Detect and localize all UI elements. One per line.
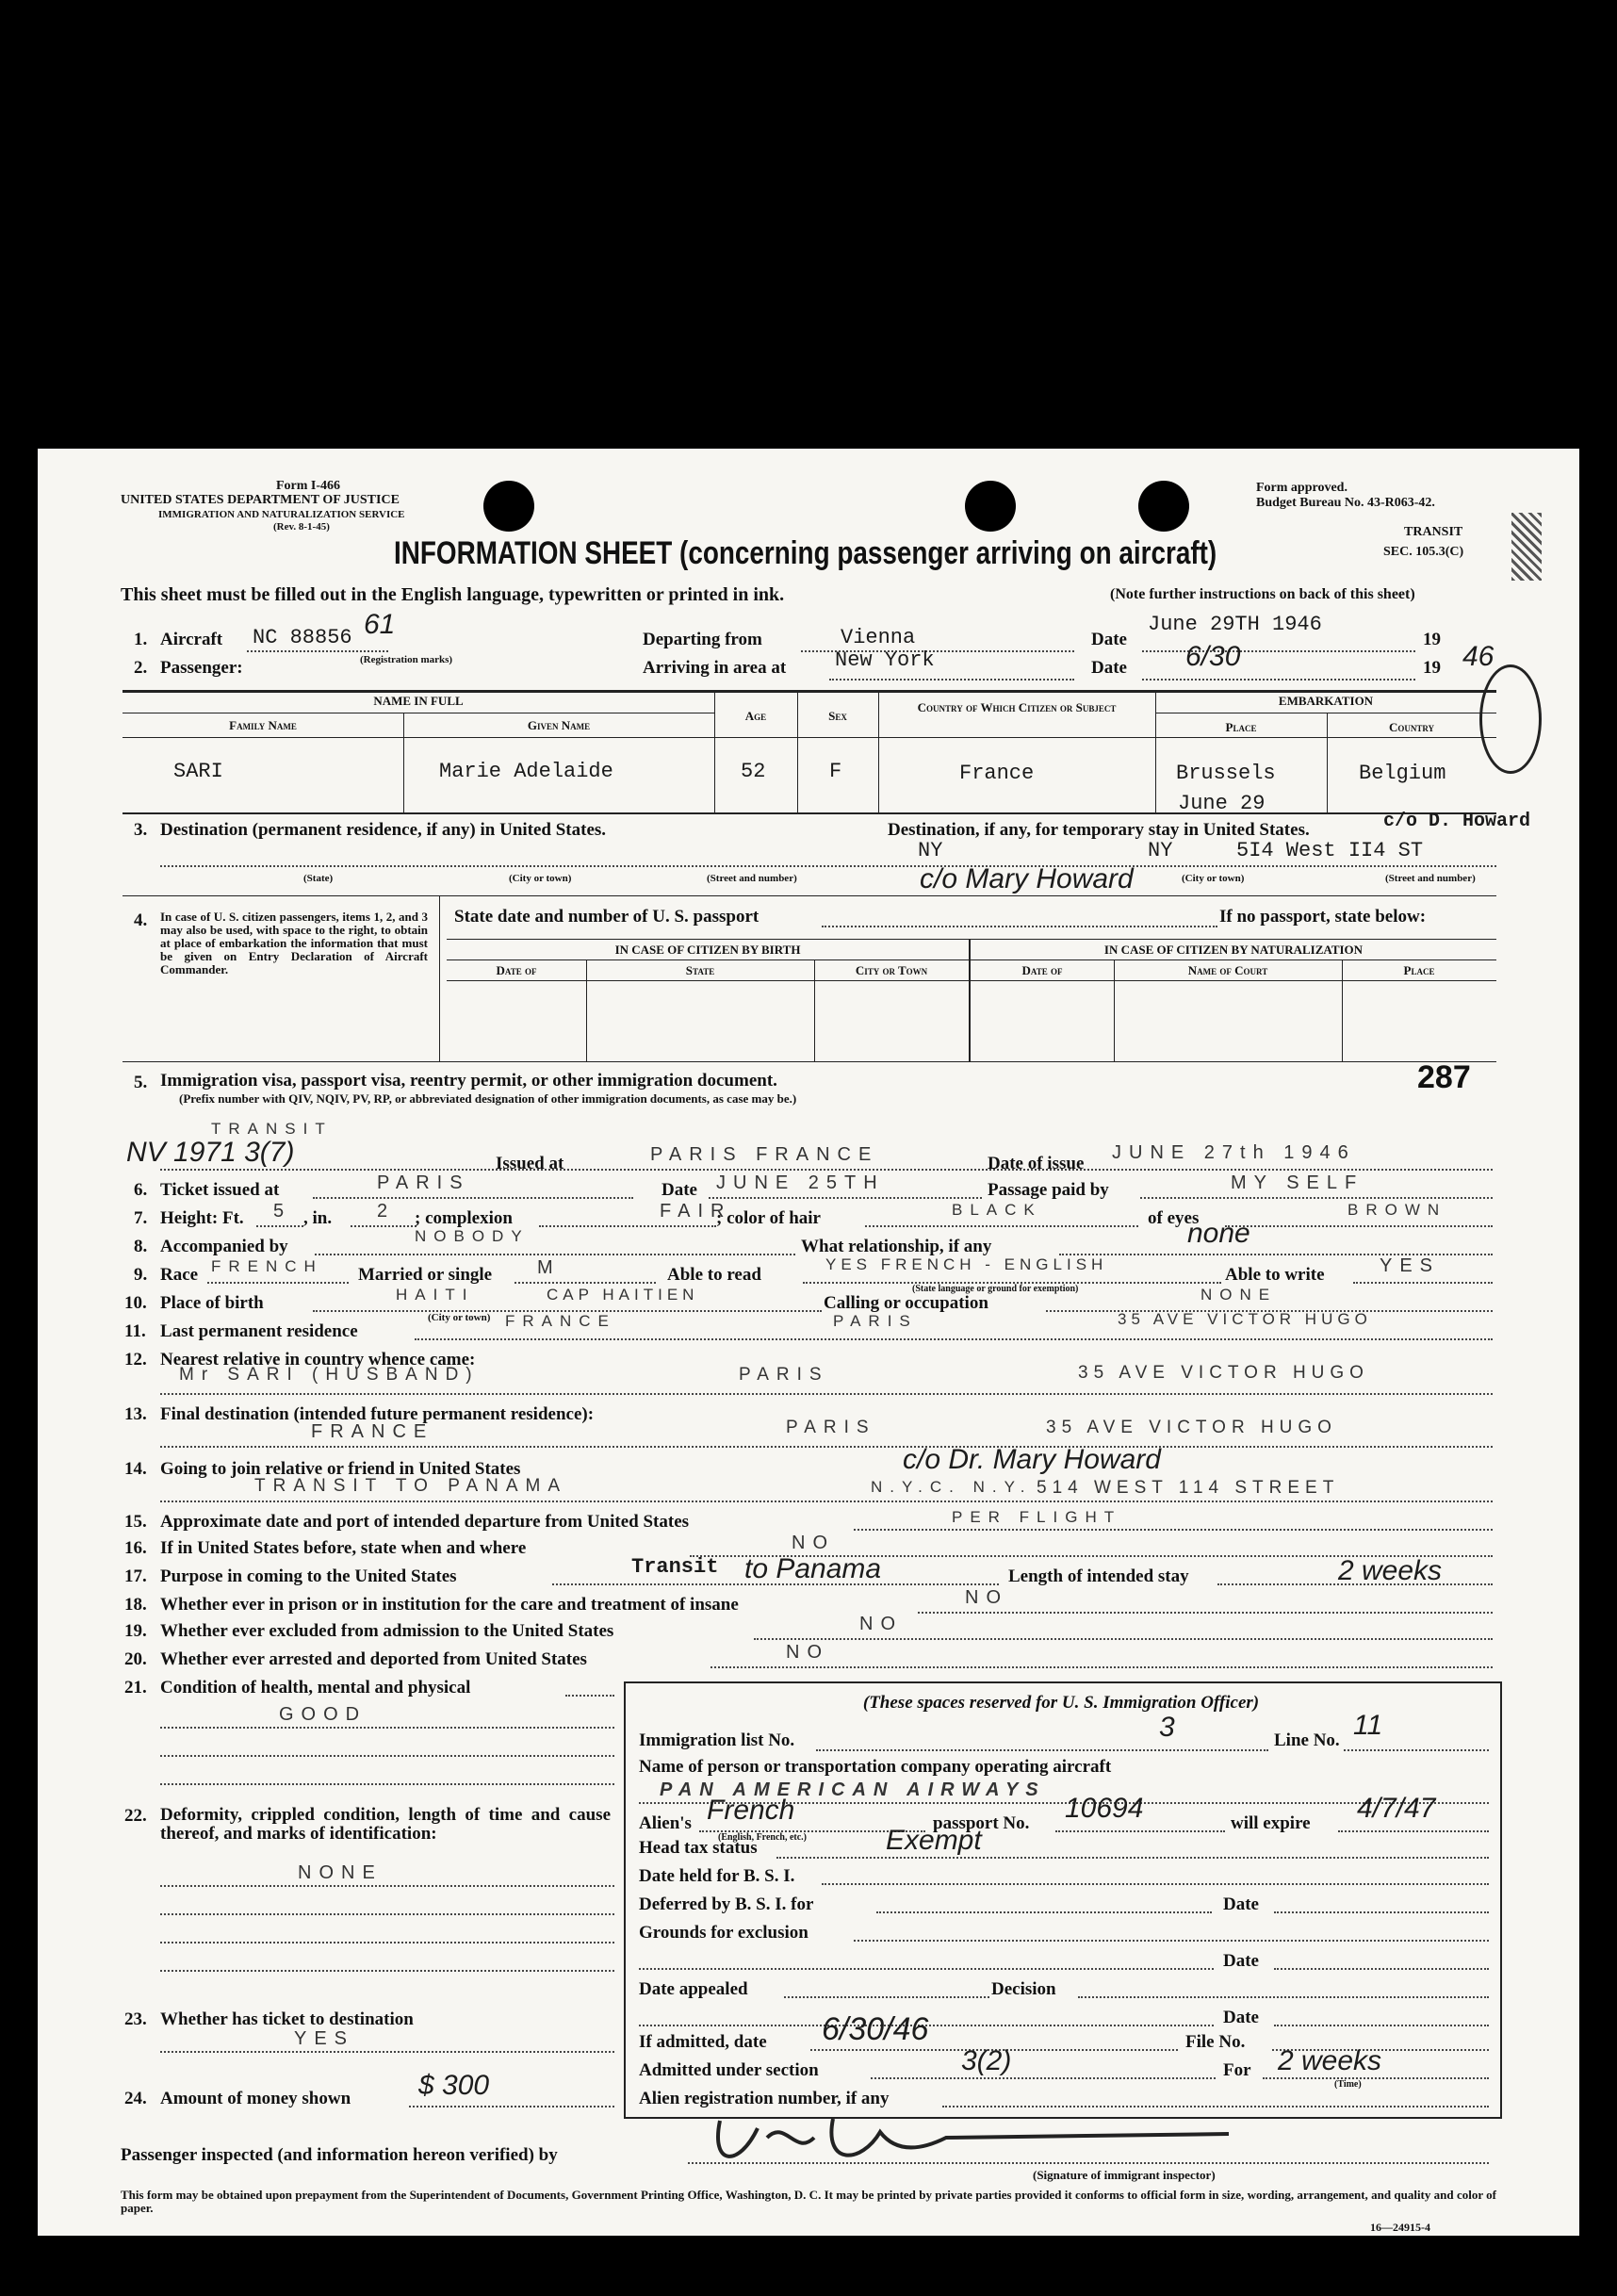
temporary-destination-label: Destination, if any, for temporary stay in United States.: [888, 820, 1310, 840]
departing-value: Vienna: [841, 626, 916, 649]
birth-country: HAITI: [396, 1286, 475, 1304]
given-name: Marie Adelaide: [439, 760, 613, 783]
name-in-full-header: NAME IN FULL: [373, 694, 464, 708]
arrival-year-handwritten: 46: [1462, 641, 1494, 672]
prison-label: Whether ever in prison or in institution for the care and treatment of insane: [160, 1595, 739, 1615]
health-label: Condition of health, mental and physical: [160, 1678, 471, 1697]
inspected-by-label: Passenger inspected (and information hereon verified) by: [121, 2145, 558, 2165]
eye-color-value: BROWN: [1348, 1201, 1447, 1219]
head-tax-status: Exempt: [886, 1825, 982, 1856]
ticket-to-destination-label: Whether has ticket to destination: [160, 2009, 414, 2029]
citizen-by-naturalization-header: IN CASE OF CITIZEN BY NATURALIZATION: [1103, 943, 1364, 957]
nearest-relative-name: Mr SARI (HUSBAND): [179, 1365, 480, 1385]
height-inches-value: 2: [377, 1201, 396, 1222]
deformity-label: Deformity, crippled condition, length of time and cause thereof, and marks of identification:: [160, 1805, 611, 1844]
admitted-for: 2 weeks: [1278, 2045, 1382, 2076]
destination-city: NY: [1148, 839, 1173, 862]
aircraft-label: Aircraft: [160, 630, 223, 649]
accompanied-by-value: NOBODY: [415, 1227, 530, 1245]
family-name-header: Family Name: [229, 718, 297, 732]
hair-color-value: BLACK: [952, 1201, 1042, 1219]
departure-plan-value: PER FLIGHT: [952, 1508, 1122, 1526]
family-name: SARI: [173, 760, 223, 783]
length-of-stay-label: Length of intended stay: [1008, 1566, 1189, 1586]
birth-city: CAP HAITIEN: [547, 1286, 699, 1304]
line-no: 11: [1353, 1710, 1383, 1741]
hand-drawn-loop: [1479, 664, 1542, 774]
able-to-read-value: YES FRENCH - ENGLISH: [825, 1255, 1108, 1273]
occupation-value: NONE: [1200, 1286, 1278, 1304]
immigration-list-no: 3: [1159, 1712, 1175, 1743]
height-feet-label: Height: Ft.: [160, 1208, 244, 1228]
married-value: M: [537, 1257, 561, 1278]
note-text: (Note further instructions on back of this sheet): [1110, 586, 1415, 602]
excluded-label: Whether ever excluded from admission to the United States: [160, 1621, 614, 1641]
registration-marks-caption: (Registration marks): [360, 654, 453, 665]
aircraft-value: NC 88856: [253, 626, 352, 649]
punch-hole-right: [1138, 481, 1189, 532]
destination-label: Destination (permanent residence, if any) in United States.: [160, 820, 607, 840]
nearest-relative-street: 35 AVE VICTOR HUGO: [1078, 1363, 1369, 1383]
citizen-by-birth-header: IN CASE OF CITIZEN BY BIRTH: [614, 943, 801, 957]
nearest-relative-label: Nearest relative in country whence came:: [160, 1350, 476, 1369]
section-stamp: SEC. 105.3(C): [1383, 545, 1464, 559]
last-residence-label: Last permanent residence: [160, 1321, 358, 1341]
place-header: Place: [1225, 720, 1257, 734]
punch-hole-center: [965, 481, 1016, 532]
deported-label: Whether ever arrested and deported from United States: [160, 1649, 587, 1669]
document-prefix-note: (Prefix number with QIV, NQIV, PV, RP, or abbreviated designation of other immigration documents, as case may be.): [179, 1091, 797, 1106]
last-residence-street: 35 AVE VICTOR HUGO: [1118, 1310, 1372, 1328]
money-label: Amount of money shown: [160, 2089, 351, 2108]
department-name: UNITED STATES DEPARTMENT OF JUSTICE: [121, 493, 400, 507]
deported-value: NO: [786, 1642, 829, 1663]
alien-nationality: French: [707, 1795, 795, 1826]
date-label-1: Date: [1091, 630, 1127, 649]
given-name-header: Given Name: [527, 718, 591, 732]
accompanied-by-label: Accompanied by: [160, 1237, 288, 1256]
birthplace-label: Place of birth: [160, 1293, 264, 1313]
document-number: NV 1971 3(7): [126, 1137, 295, 1168]
destination-street: 5I4 West II4 ST: [1236, 839, 1424, 862]
stamped-number: 287: [1417, 1059, 1471, 1095]
embarkation-country: Belgium: [1359, 762, 1446, 785]
ticket-to-destination-value: YES: [294, 2028, 355, 2049]
alien-passport-no: 10694: [1065, 1793, 1144, 1824]
citizenship-header: Country of Which Citizen or Subject: [917, 700, 1117, 714]
passport-expiry: 4/7/47: [1357, 1793, 1436, 1824]
excluded-value: NO: [859, 1614, 903, 1634]
departure-date: June 29TH 1946: [1148, 613, 1322, 636]
departing-label: Departing from: [643, 630, 762, 649]
previous-visit-label: If in United States before, state when and where: [160, 1538, 527, 1558]
ticket-date-label: Date: [662, 1180, 697, 1200]
officer-section-heading: (These spaces reserved for U. S. Immigration Officer): [862, 1693, 1260, 1713]
departure-plan-label: Approximate date and port of intended departure from United States: [160, 1512, 690, 1532]
citizen-passenger-note: In case of U. S. citizen passengers, items 1, 2, and 3 may also be used, with space to the right, to obtain at place of embarkation the information that must be given on Entry Declaration of Aircraft Commander.: [160, 910, 428, 976]
issued-at-value: PARIS FRANCE: [650, 1144, 879, 1165]
race-label: Race: [160, 1265, 199, 1285]
country-header: Country: [1388, 720, 1435, 734]
no-passport-label: If no passport, state below:: [1219, 907, 1427, 927]
form-title: INFORMATION SHEET (concerning passenger arriving on aircraft): [394, 535, 1217, 571]
punch-hole-left: [483, 481, 534, 532]
service-name: IMMIGRATION AND NATURALIZATION SERVICE: [158, 509, 405, 520]
join-relative-city: N.Y.C. N.Y.: [871, 1478, 1033, 1496]
form-number: Form I-466: [276, 479, 341, 493]
transit-handwritten: TRANSIT: [211, 1120, 333, 1138]
final-destination-country: FRANCE: [311, 1421, 434, 1442]
embarkation-place: Brussels: [1176, 762, 1276, 785]
print-code: 16—24915-4: [1370, 2221, 1430, 2234]
arrival-date-handwritten: 6/30: [1185, 641, 1241, 672]
embarkation-date: June 29: [1178, 792, 1266, 815]
stamp-mark: [1511, 513, 1542, 581]
relationship-value: none: [1187, 1218, 1250, 1249]
age-value: 52: [741, 760, 766, 783]
admitted-section: 3(2): [961, 2045, 1012, 2076]
passage-paid-label: Passage paid by: [988, 1180, 1109, 1200]
us-passport-label: State date and number of U. S. passport: [454, 907, 760, 927]
citizenship-value: France: [959, 762, 1035, 785]
purpose-label: Purpose in coming to the United States: [160, 1566, 457, 1586]
ticket-issued-value: PARIS: [377, 1173, 470, 1193]
passage-paid-value: MY SELF: [1231, 1173, 1364, 1193]
last-residence-city: PARIS: [833, 1312, 918, 1330]
height-feet-value: 5: [273, 1201, 292, 1222]
last-residence-country: FRANCE: [505, 1312, 616, 1330]
final-destination-street: 35 AVE VICTOR HUGO: [1046, 1418, 1337, 1437]
date-of-issue-value: JUNE 27th 1946: [1112, 1142, 1356, 1163]
arriving-label: Arriving in area at: [643, 658, 787, 678]
race-value: FRENCH: [211, 1257, 323, 1275]
able-to-write-label: Able to write: [1225, 1265, 1325, 1285]
immigration-document-label: Immigration visa, passport visa, reentry permit, or other immigration document.: [160, 1071, 777, 1091]
final-destination-city: PARIS: [786, 1418, 876, 1437]
inspector-signature: [701, 2109, 1266, 2170]
fine-print: This form may be obtained upon prepayment from the Superintendent of Documents, Government Printing Office, Washington, D. C. It may be printed by private parties provided it conforms to official form in size, wording, arrangement, and quality and color of paper.: [121, 2188, 1496, 2215]
arriving-value: New York: [835, 648, 935, 672]
ticket-issued-label: Ticket issued at: [160, 1180, 280, 1200]
age-header: Age: [744, 709, 767, 723]
issued-at-label: Issued at: [496, 1154, 564, 1173]
destination-state: NY: [918, 839, 943, 862]
ticket-date-value: JUNE 25TH: [716, 1173, 885, 1193]
form-approved: Form approved.: [1256, 481, 1348, 495]
transit-note: TRANSIT TO PANAMA: [254, 1476, 568, 1496]
money-value: $ 300: [418, 2070, 490, 2101]
aircraft-handwritten: 61: [364, 609, 396, 640]
budget-bureau: Budget Bureau No. 43-R063-42.: [1256, 496, 1435, 510]
sex-header: Sex: [828, 709, 847, 723]
revision-date: (Rev. 8-1-45): [273, 521, 330, 533]
health-value: GOOD: [279, 1704, 368, 1725]
purpose-typed: Transit: [631, 1555, 719, 1579]
transit-stamp: TRANSIT: [1404, 525, 1463, 539]
admitted-date: 6/30/46: [822, 2011, 929, 2047]
sex-value: F: [829, 760, 842, 783]
married-label: Married or single: [358, 1265, 493, 1285]
care-of-typed: c/o D. Howard: [1383, 811, 1531, 832]
prison-value: NO: [965, 1587, 1008, 1608]
join-relative-handwritten: c/o Dr. Mary Howard: [903, 1444, 1161, 1475]
final-destination-label: Final destination (intended future permanent residence):: [160, 1404, 595, 1424]
date-of-issue-label: Date of issue: [988, 1154, 1085, 1173]
relationship-label: What relationship, if any: [801, 1237, 992, 1256]
complexion-value: FAIR: [660, 1201, 732, 1222]
passenger-label: Passenger:: [160, 658, 243, 678]
operating-company: PAN AMERICAN AIRWAYS: [660, 1779, 1046, 1800]
previous-visit-value: NO: [792, 1533, 835, 1553]
join-relative-street: 514 WEST 114 STREET: [1037, 1478, 1340, 1498]
destination-handwritten: c/o Mary Howard: [920, 863, 1134, 894]
nearest-relative-city: PARIS: [739, 1365, 829, 1385]
able-to-read-label: Able to read: [667, 1265, 761, 1285]
purpose-handwritten: to Panama: [744, 1553, 882, 1584]
instruction-text: This sheet must be filled out in the English language, typewritten or printed in ink.: [121, 584, 785, 605]
length-of-stay-value: 2 weeks: [1338, 1555, 1443, 1586]
occupation-label: Calling or occupation: [824, 1293, 988, 1313]
embarkation-header: EMBARKATION: [1278, 694, 1374, 708]
date-label-2: Date: [1091, 658, 1127, 678]
deformity-value: NONE: [298, 1862, 383, 1883]
able-to-write-value: YES: [1380, 1255, 1441, 1276]
join-relative-label: Going to join relative or friend in United States: [160, 1459, 521, 1479]
